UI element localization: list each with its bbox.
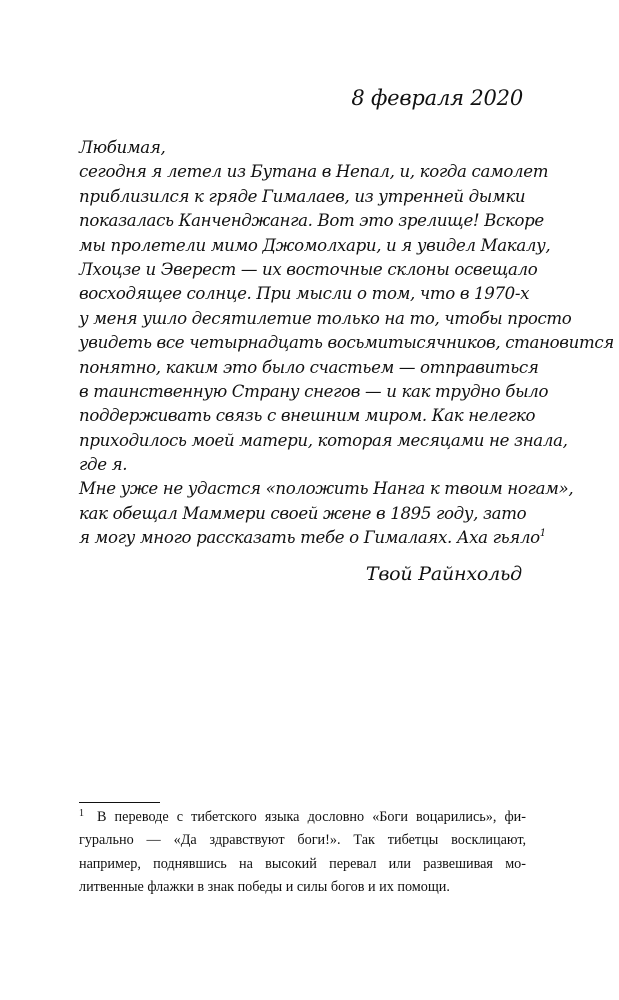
letter-line: у меня ушло десятилетие только на то, чтобы просто <box>79 308 572 328</box>
footnote-line: литвенные флажки в знак победы и силы богов и их помощи. <box>79 878 450 895</box>
letter-line: Мне уже не удастся «положить Нанга к твоим ногам», <box>79 479 574 499</box>
footnote-divider <box>79 802 160 803</box>
letter-line: приблизился к гряде Гималаев, из утренней дымки <box>79 186 526 206</box>
footnote-reference[interactable]: 1 <box>539 528 546 540</box>
letter-line: в таинственную Страну снегов — и как трудно было <box>79 381 549 401</box>
letter-line: Любимая, <box>79 138 166 157</box>
letter-line-last <box>79 526 549 550</box>
footnote-line: например, поднявшись на высокий перевал или развешивая мо- <box>79 855 526 872</box>
letter-line: приходилось моей матери, которая месяцами не знала, <box>79 430 568 450</box>
letter-line: как обещал Маммери своей жене в 1895 году, зато <box>79 503 527 523</box>
footnote-line: гурально — «Да здравствуют боги!». Так тибетцы восклицают, <box>79 832 526 849</box>
letter-line: поддерживать связь с внешним миром. Как нелегко <box>79 406 536 426</box>
letter-line-text: я могу много рассказать тебе о Гималаях. Аха гьяло <box>79 528 540 548</box>
footnote <box>79 806 526 899</box>
letter-body <box>79 136 614 551</box>
letter-date: 8 февраля 2020 <box>351 86 523 110</box>
letter-line: показалась Канченджанга. Вот это зрелище! Вскоре <box>79 211 544 231</box>
footnote-number: 1 <box>79 808 84 819</box>
footnote-line: В переводе с тибетского языка дословно «Боги воцарились», фи- <box>97 809 526 825</box>
letter-line: Лхоцзе и Эверест — их восточные склоны освещало <box>79 259 538 279</box>
letter-line: увидеть все четырнадцать восьмитысячников, становится <box>79 333 614 353</box>
letter-line: мы пролетели мимо Джомолхари, и я увидел Макалу, <box>79 235 551 255</box>
letter-line: где я. <box>79 455 128 475</box>
letter-line: восходящее солнце. При мысли о том, что в 1970-х <box>79 284 530 304</box>
letter-line: понятно, каким это было счастьем — отправиться <box>79 357 539 377</box>
letter-line: сегодня я летел из Бутана в Непал, и, когда самолет <box>79 162 549 182</box>
letter-signature: Твой Райнхольд <box>365 563 522 585</box>
